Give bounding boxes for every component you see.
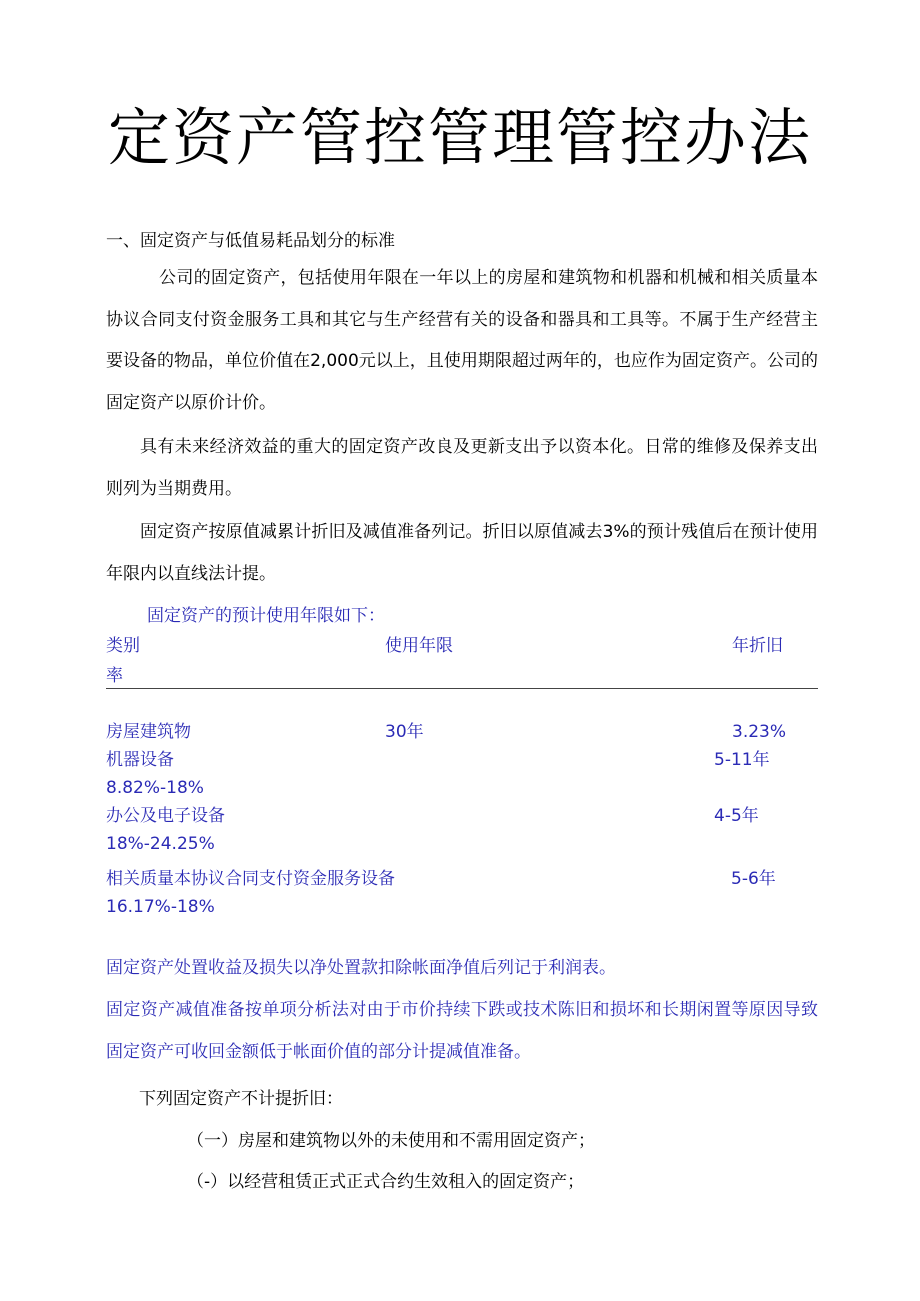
table-header-category: 类别	[106, 636, 140, 656]
table-header-divider	[106, 688, 818, 689]
table-cell-years: 4-5年	[714, 806, 759, 826]
table-cell-category: 相关质量本协议合同支付资金服务设备	[106, 869, 395, 889]
table-cell-rate: 3.23%	[732, 722, 787, 742]
section-heading: 一、固定资产与低值易耗品划分的标准	[106, 231, 395, 251]
exclusions-intro: 下列固定资产不计提折旧：	[139, 1089, 343, 1109]
paragraph-fixed-asset-definition: 公司的固定资产，包括使用年限在一年以上的房屋和建筑物和机器和机械和相关质量本协议合同支付资金服务工具和其它与生产经营有关的设备和器具和工具等。不属于生产经营主要设备的物品，单位价值在2,000元以上，且使用期限超过两年的，也应作为固定资产。公司的固定资产以原价计价。	[106, 268, 818, 414]
table-cell-years: 30年	[385, 722, 424, 742]
paragraph-depreciation: 固定资产按原值减累计折旧及减值准备列记。折旧以原值减去3%的预计残值后在预计使用年限内以直线法计提。	[106, 522, 818, 584]
exclusion-item: （一）房屋和建筑物以外的未使用和不需用固定资产；	[187, 1131, 595, 1151]
paragraph-capitalization: 具有未来经济效益的重大的固定资产改良及更新支出予以资本化。日常的维修及保养支出则列为当期费用。	[106, 437, 818, 499]
exclusion-item: （-）以经营租赁正式正式合约生效租入的固定资产；	[187, 1172, 585, 1192]
table-cell-rate: 8.82%-18%	[106, 778, 204, 798]
table-cell-rate: 16.17%-18%	[106, 897, 215, 917]
table-cell-category: 办公及电子设备	[106, 806, 225, 826]
page-title: 定资产管控管理管控办法	[107, 101, 812, 174]
table-header-rate: 年折旧	[732, 636, 783, 656]
note-impairment: 固定资产减值准备按单项分析法对由于市价持续下跌或技术陈旧和损坏和长期闲置等原因导致固定资产可收回金额低于帐面价值的部分计提减值准备。	[106, 1000, 818, 1062]
table-cell-category: 机器设备	[106, 750, 174, 770]
table-header-rate-wrap: 率	[106, 666, 123, 686]
table-cell-years: 5-6年	[731, 869, 776, 889]
table-intro: 固定资产的预计使用年限如下：	[147, 606, 385, 626]
table-cell-years: 5-11年	[714, 750, 770, 770]
table-header-years: 使用年限	[385, 636, 453, 656]
note-disposal: 固定资产处置收益及损失以净处置款扣除帐面净值后列记于利润表。	[106, 958, 616, 978]
table-cell-category: 房屋建筑物	[106, 722, 191, 742]
table-cell-rate: 18%-24.25%	[106, 834, 215, 854]
